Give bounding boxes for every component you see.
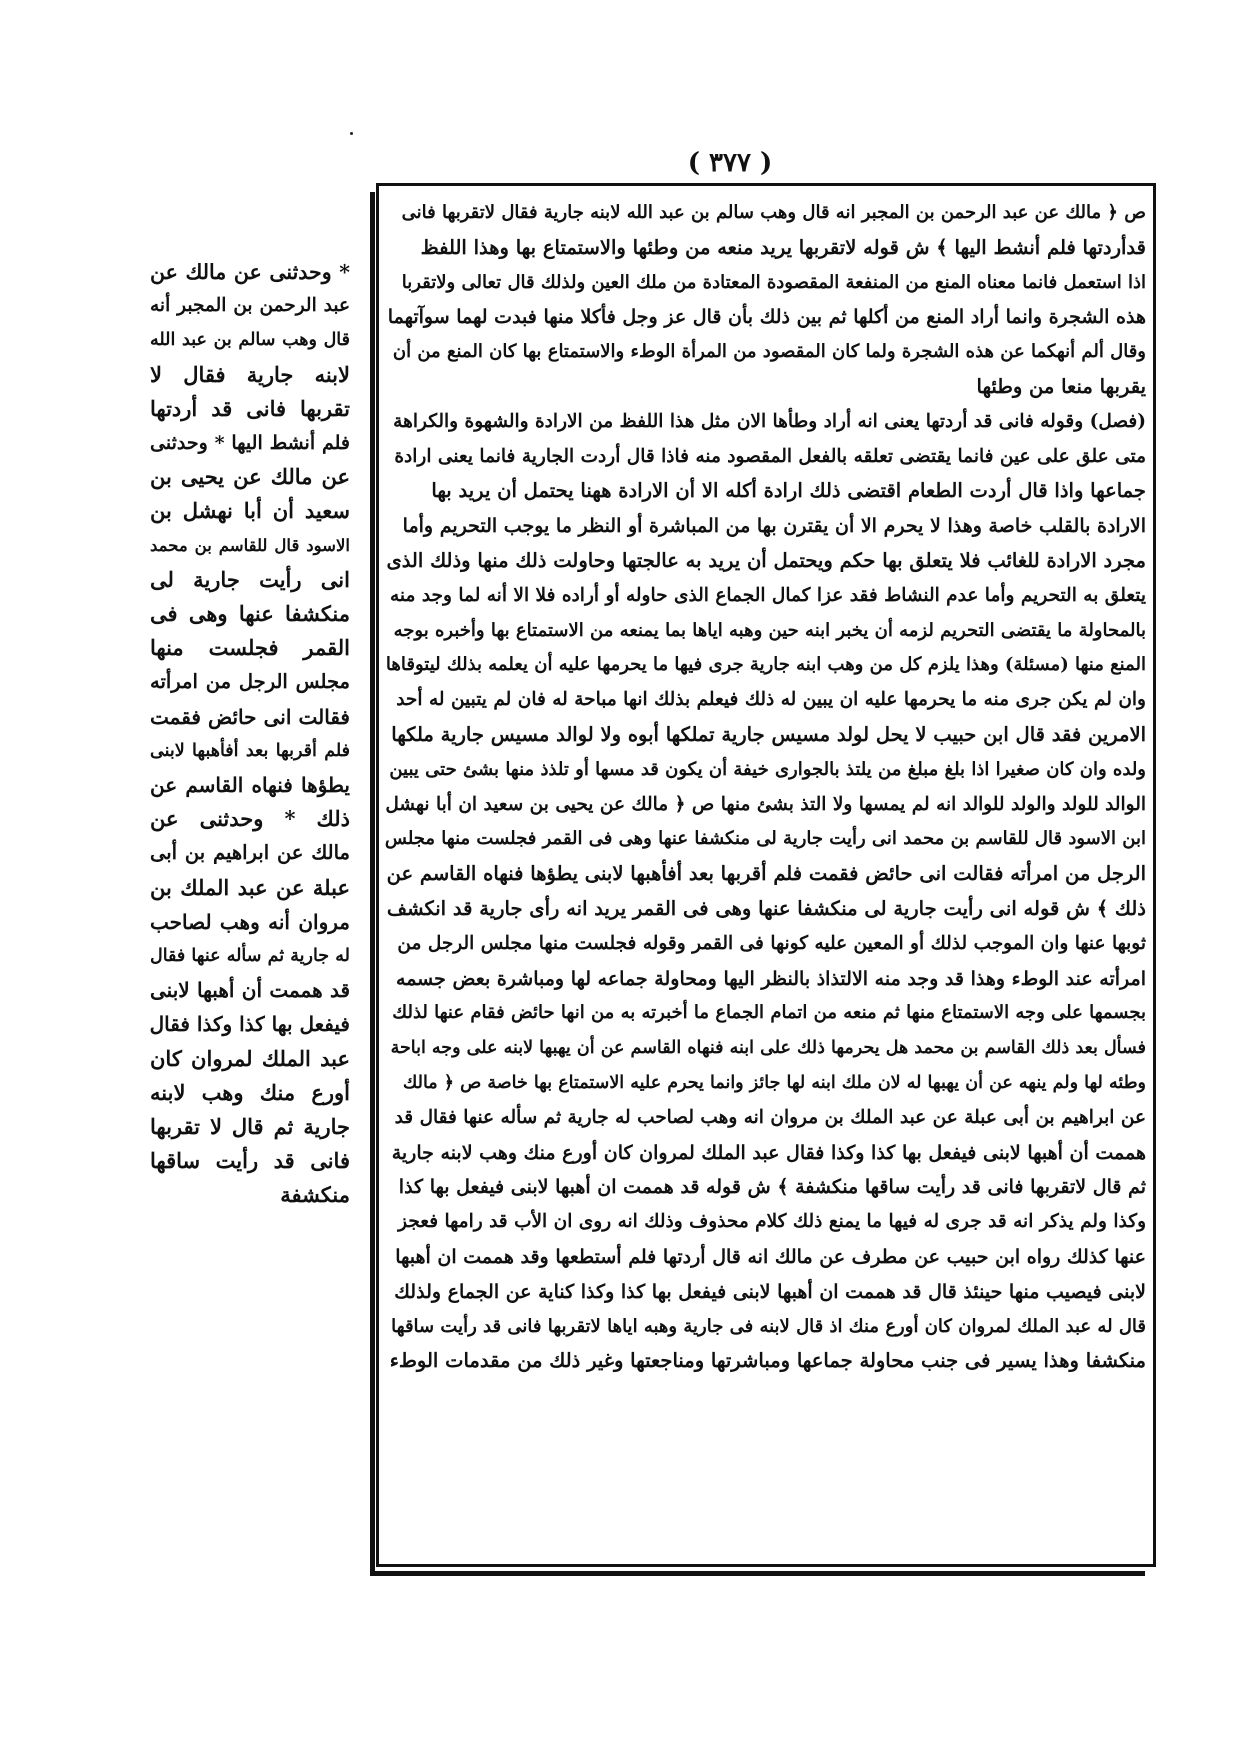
margin-text-line: لابنه جارية فقال لا xyxy=(150,361,350,387)
main-text-line: الوالد للولد والولد للوالد انه لم يمسها ولا التذ بشئ منها ص ﴿ مالك عن يحيى بن سعيد ان أبا نهشل xyxy=(385,793,1146,815)
main-text-line: (فصل) وقوله فانى قد أردتها يعنى انه أراد وطأها الان مثل هذا اللفظ من الارادة والشهوة والكراهة xyxy=(393,410,1146,432)
main-text-line: المنع منها (مسئلة) وهذا يلزم كل من وهب ابنه جارية جرى فيها ما يحرمها عليه أن يعلمه بذلك ليتوقاها xyxy=(385,654,1146,676)
margin-text-line: عبد الرحمن بن المجبر أنه xyxy=(150,295,350,317)
margin-text-line: عبد الملك لمروان كان xyxy=(150,1045,350,1071)
main-text-line: وان لم يكن جرى منه ما يحرمها عليه ان يبين له ذلك فيعلم بذلك انها مباحة له فان لم يتبين له أحد xyxy=(396,689,1146,711)
main-text-line: ص ﴿ مالك عن عبد الرحمن بن المجبر انه قال وهب سالم بن عبد الله لابنه جارية فقال لاتقربها فانى xyxy=(401,202,1146,223)
margin-text-line: منكشفا عنها وهى فى xyxy=(150,601,350,627)
main-text-line: هممت أن أهبها لابنى فيفعل بها كذا وكذا فقال عبد الملك لمروان كان أورع منك وهب لابنه جارية xyxy=(391,1141,1146,1164)
margin-text-line: قال وهب سالم بن عبد الله xyxy=(150,330,350,351)
margin-text-line: مالك عن ابراهيم بن أبى xyxy=(150,841,350,865)
main-text-line: امرأته عند الوطء وهذا قد وجد منه الالتذاذ بالنظر اليها ومحاولة جماعه لها ومباشرة بعض جسمه xyxy=(396,967,1146,990)
main-text-line: يتعلق به التحريم وأما عدم النشاط فقد عزا كمال الجماع الذى حاوله أو أراده فلا الا أنه لما وجد منه xyxy=(389,584,1146,606)
main-text-line: ثم قال لاتقربها فانى قد رأيت ساقها منكشفة ﴾ ش قوله قد هممت ان أهبها لابنى فيفعل بها كذا xyxy=(398,1176,1146,1199)
main-text-line: وكذا ولم يذكر انه قد جرى له فيها ما يمنع ذلك كلام محذوف وذلك انه روى ان الأب قد رامها فعجز xyxy=(398,1211,1146,1233)
margin-text-line: فانى قد رأيت ساقها xyxy=(150,1148,350,1174)
main-text-line: يقربها منعا من وطئها xyxy=(976,374,1146,398)
main-text-line: الارادة بالقلب خاصة وهذا لا يحرم الا أن يقترن بها من المباشرة أو النظر ما يوجب التحريم وأما xyxy=(402,515,1146,538)
main-text-line: ذلك ﴾ ش قوله انى رأيت جارية لى منكشفا عنها وهى فى القمر يريد انه رأى جارية قد انكشف xyxy=(386,896,1146,920)
main-text-line: الرجل من امرأته فقالت انى حائض فقمت فلم أقربها بعد أفأهبها لابنى يطؤها فنهاه القاسم عن xyxy=(386,862,1146,886)
margin-text-line: يطؤها فنهاه القاسم عن xyxy=(150,773,350,798)
margin-text-line: مروان أنه وهب لصاحب xyxy=(150,909,350,934)
margin-text-line: له جارية ثم سأله عنها فقال xyxy=(150,946,350,967)
margin-text-line: فلم أنشط اليها * وحدثنى xyxy=(150,432,350,455)
main-text-line: منكشفا وهذا يسير فى جنب محاولة جماعها ومباشرتها ومناجعتها وغير ذلك من مقدمات الوطء xyxy=(389,1349,1146,1373)
margin-text-line: فيفعل بها كذا وكذا فقال xyxy=(150,1012,350,1037)
page-number: ( ٣٧٧ ) xyxy=(687,148,773,178)
main-text-line: هذه الشجرة وانما أراد المنع من أكلها ثم بين ذلك بأن قال عز وجل فأكلا منها فبدت لهما سوآتهما xyxy=(387,306,1146,329)
margin-text-line: فقالت انى حائض فقمت xyxy=(150,704,350,729)
margin-text-line: عن مالك عن يحيى بن xyxy=(150,464,350,490)
main-text-line: ولده وان كان صغيرا اذا بلغ مبلغ من يلتذ بالجوارى خيفة أن يكون قد مسها أو تلذذ منها بشئ حتى يبين xyxy=(389,758,1146,780)
margin-text-line: عبلة عن عبد الملك بن xyxy=(150,874,350,900)
main-text-line: عنها كذلك رواه ابن حبيب عن مطرف عن مالك انه قال أردتها فلم أستطعها وقد هممت ان أهبها xyxy=(395,1245,1146,1268)
margin-text-line: الاسود قال للقاسم بن محمد xyxy=(150,535,350,555)
main-text-line: جماعها واذا قال أردت الطعام اقتضى ذلك ارادة أكله الا أن الارادة ههنا يحتمل أن يريد بها xyxy=(431,479,1146,503)
main-text-line: اذا استعمل فانما معناه المنع من المنفعة المقصودة المعتادة من ملك العين ولذلك قال تعالى ولاتقربا xyxy=(401,271,1146,293)
margin-text-line: أورع منك وهب لابنه xyxy=(150,1079,350,1105)
main-text-line: فسأل بعد ذلك القاسم بن محمد هل يحرمها ذلك على ابنه فنهاه القاسم عن أن يهبها لابنه على وجه اباحة xyxy=(390,1038,1146,1059)
main-text-line: بجسمها على وجه الاستمتاع منها ثم منعه من اتمام الجماع ما أخبرته به من انها حائض فقام عنها لذلك xyxy=(392,1002,1146,1024)
margin-text-line: جارية ثم قال لا تقربها xyxy=(150,1114,350,1140)
margin-text-line: سعيد أن أبا نهشل بن xyxy=(150,498,350,524)
main-text-line: متى علق على عين فانما يقتضى تعلقه بالفعل المقصود منه فاذا قال أردت الجارية فانما يعنى ارادة xyxy=(394,445,1146,467)
main-text-line: ابن الاسود قال للقاسم بن محمد انى رأيت جارية لى منكشفا عنها وهى فى القمر فجلست منها مجلس xyxy=(384,828,1146,850)
main-commentary-text xyxy=(384,196,1146,1379)
margin-text-line: مجلس الرجل من امرأته xyxy=(150,670,350,694)
main-text-line: بالمحاولة ما يقتضى التحريم لزمه أن يخبر ابنه حين وهبه اياها بما يمنعه من الاستمتاع بها وأخبره بوجه xyxy=(393,619,1146,641)
main-text-line: قال له عبد الملك لمروان كان أورع منك اذ قال لابنه فى جارية وهبه اياها لاتقربها فانى قد رأيت ساقها xyxy=(391,1315,1146,1337)
margin-text-line: انى رأيت جارية لى xyxy=(150,566,350,592)
main-text-line: قدأردتها فلم أنشط اليها ﴾ ش قوله لاتقربها يريد منعه من وطئها والاستمتاع بها وهذا اللفظ xyxy=(420,235,1146,259)
margin-text-line: تقربها فانى قد أردتها xyxy=(150,395,350,421)
main-text-line: ثوبها عنها وان الموجب لذلك أو المعين عليه كونها فى القمر وقوله فجلست منها مجلس الرجل من xyxy=(397,932,1146,954)
main-text-line: لابنى فيصيب منها حينئذ قال قد هممت ان أهبها لابنى فيفعل بها كذا وكذا كناية عن الجماع ولذلك xyxy=(394,1280,1146,1303)
margin-text-line: * وحدثنى عن مالك عن xyxy=(150,260,350,284)
main-text-line: وقال ألم أنهكما عن هذه الشجرة ولما كان المقصود من المرأة الوطء والاستمتاع بها كان المنع من أن xyxy=(392,341,1146,363)
main-text-line: عن ابراهيم بن أبى عبلة عن عبد الملك بن مروان انه وهب لصاحب له جارية ثم سأله عنها فقال قد xyxy=(394,1106,1146,1128)
margin-text-line: ذلك * وحدثنى عن xyxy=(150,806,350,832)
margin-text-line: القمر فجلست منها xyxy=(150,635,350,661)
margin-hadith-text xyxy=(150,255,350,1213)
main-text-line: الامرين فقد قال ابن حبيب لا يحل لولد مسيس جارية تملكها أبوه ولا لوالد مسيس جارية ملكها xyxy=(391,722,1146,746)
margin-text-line: فلم أقربها بعد أفأهبها لابنى xyxy=(150,740,350,761)
margin-text-line: منكشفة xyxy=(280,1182,350,1208)
main-text-line: وطئه لها ولم ينهه عن أن يهبها له لان ملك ابنه لها جائز وانما يحرم عليه الاستمتاع بها خاصة ص ﴿ مالك xyxy=(402,1072,1146,1093)
margin-text-line: قد هممت أن أهبها لابنى xyxy=(150,978,350,1003)
ink-speck xyxy=(350,132,353,135)
main-text-line: مجرد الارادة للغائب فلا يتعلق بها حكم ويحتمل أن يريد به عالجتها وحاولت ذلك منها وذلك الذى xyxy=(386,548,1146,572)
